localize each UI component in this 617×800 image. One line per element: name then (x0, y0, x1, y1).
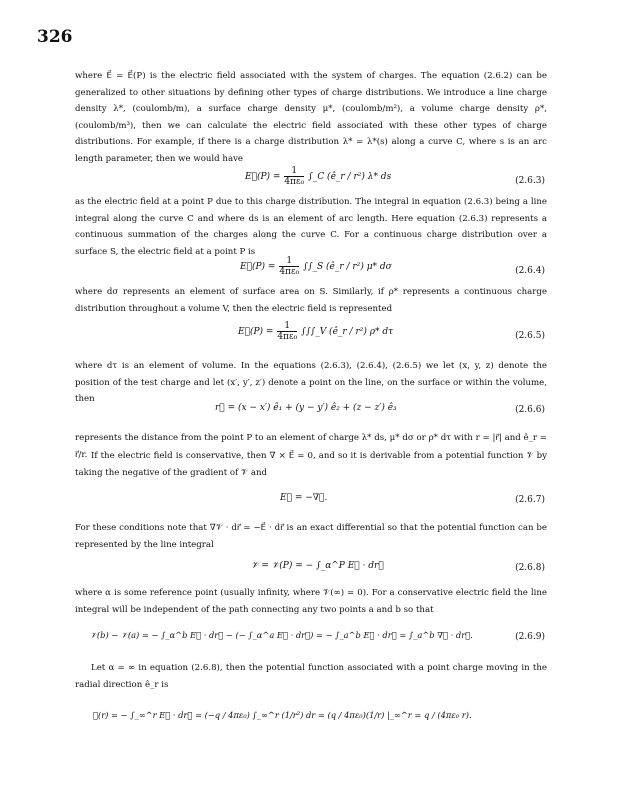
eq-fraction (284, 166, 304, 187)
equation-2-6-3 (75, 166, 547, 196)
eq-tag: (2.6.6) (515, 405, 545, 415)
eq-fraction (279, 256, 299, 277)
paragraph-7: For these conditions note that ∇𝒱 · dr⃗ = −E⃗ · dr⃗ is an exact differential so that the potential function can be represented by the line integral (75, 523, 547, 550)
equation-2-6-9 (75, 624, 547, 650)
eq-body: r⃗ = (x − x′) ê₁ + (y − y′) ê₂ + (z − z′) ê₃ (215, 403, 397, 413)
paragraph-2: as the electric field at a point P due to this charge distribution. The integral in equation (2.6.3) being a line integral along the curve C and where ds is an element of arc length. Here equation (2.6.3) represents a continuous summation of the charges along the curve C. For a continuous charge distribution over a surface S, the electric field at a point P is (75, 197, 547, 257)
paragraph-5: represents the distance from the point P to an element of charge λ* ds, μ* dσ or ρ* dτ with r = |r⃗| and ê_r = r⃗/r. (75, 433, 547, 460)
eq-body: ∫∫∫_V (ê_r / r²) ρ* dτ (301, 327, 394, 337)
eq-tag: (2.6.4) (515, 266, 545, 276)
eq-numerator: 1 (277, 321, 297, 332)
eq-body: 𝒱 = 𝒱(P) = − ∫_α^P E⃗ · dr⃗ (251, 561, 384, 571)
eq-tag: (2.6.7) (515, 495, 545, 505)
eq-tag: (2.6.3) (515, 176, 545, 186)
equation-2-6-4 (75, 256, 547, 286)
paragraph-1: where E⃗ = E⃗(P) is the electric field associated with the system of charges. The equation (2.6.2) can be generalized to other situations by defining other types of charge distributions. We introduce a line charge density λ*, (coulomb/m), a surface charge density μ*, (coulomb/m²), a volume charge density ρ*, (coulomb/m³), then we can calculate the electric field associated with these other types of charge distributions. For example, if there is a charge distribution λ* = λ*(s) along a curve C, where s is an arc length parameter, then we would have (75, 71, 547, 164)
eq-body: 𝒱(r) = − ∫_∞^r E⃗ · dr⃗ = (−q / 4πε₀) ∫_∞^r (1/r²) dr = (q / 4πε₀)(1/r) |_∞^r = q / (4πε₀ r). (93, 710, 472, 720)
eq-body: ∫_C (ê_r / r²) λ* ds (308, 172, 392, 182)
eq-numerator: 1 (279, 256, 299, 267)
eq-lhs: E⃗(P) = (245, 172, 281, 182)
eq-denominator: 4πε₀ (279, 267, 300, 277)
eq-tag: (2.6.9) (515, 632, 545, 642)
page-number: 326 (37, 27, 73, 47)
eq-body: ∫∫_S (ê_r / r²) μ* dσ (303, 262, 392, 272)
paragraph-3: where dσ represents an element of surface area on S. Similarly, if ρ* represents a continuous charge distribution throughout a volume V, then the electric field is represented (75, 287, 547, 314)
eq-numerator: 1 (284, 166, 304, 177)
eq-fraction (277, 321, 297, 342)
eq-body: 𝒱(b) − 𝒱(a) = − ∫_α^b E⃗ · dr⃗ − (− ∫_α^a E⃗ · dr⃗) = − ∫_a^b E⃗ · dr⃗ = ∫_a^b ∇𝒱 · dr⃗. (90, 630, 473, 640)
eq-tag: (2.6.8) (515, 563, 545, 573)
eq-denominator: 4πε₀ (277, 332, 298, 342)
equation-2-6-7 (75, 490, 547, 510)
eq-lhs: E⃗(P) = (240, 262, 276, 272)
eq-denominator: 4πε₀ (284, 177, 305, 187)
paragraph-8: where α is some reference point (usually infinity, where 𝒱(∞) = 0). For a conservative electric field the line integral will be independent of the path connecting any two points a and b so that (75, 588, 547, 615)
eq-body: E⃗ = −∇𝒱. (280, 493, 328, 503)
paragraph-4: where dτ is an element of volume. In the equations (2.6.3), (2.6.4), (2.6.5) we let (x, y, z) denote the position of the test charge and let (x′, y′, z′) denote a point on the line, on the surface or within the volume, then (75, 361, 547, 405)
equation-2-6-6 (75, 400, 547, 420)
paragraph-6: If the electric field is conservative, then ∇ × E⃗ = 0, and so it is derivable from a potential function 𝒱 by taking the negative of the gradient of 𝒱 and (75, 451, 547, 478)
equation-2-6-5 (75, 321, 547, 351)
eq-lhs: E⃗(P) = (238, 327, 274, 337)
equation-2-6-8 (75, 556, 547, 580)
equation-2-6-10 (75, 704, 547, 730)
paragraph-9: Let α = ∞ in equation (2.6.8), then the potential function associated with a point charge moving in the radial direction ê_r is (75, 663, 547, 690)
eq-tag: (2.6.5) (515, 331, 545, 341)
